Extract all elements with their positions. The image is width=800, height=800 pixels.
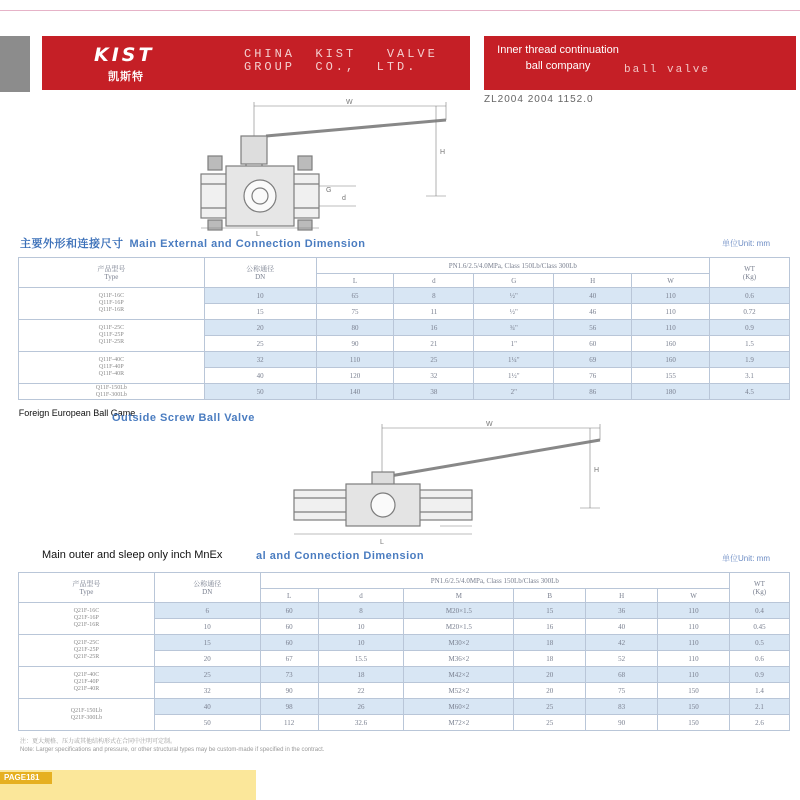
header2-col-b: B <box>514 589 586 603</box>
value-cell: 180 <box>632 384 710 400</box>
value-cell: 110 <box>658 603 730 619</box>
value-cell: 110 <box>316 352 394 368</box>
value-cell: 150 <box>658 699 730 715</box>
value-cell: 69 <box>554 352 632 368</box>
value-cell: 110 <box>632 288 710 304</box>
value-cell: 75 <box>316 304 394 320</box>
value-cell: 0.6 <box>710 288 790 304</box>
value-cell: 140 <box>316 384 394 400</box>
type-cell: Q21F-150Lb Q21F-300Lb <box>19 699 155 731</box>
valve-drawing-bottom <box>290 418 620 558</box>
value-cell: 25 <box>514 699 586 715</box>
section1-title-cn: 主要外形和连接尺寸 <box>20 238 124 250</box>
value-cell: 2.1 <box>730 699 790 715</box>
value-cell: M20×1.5 <box>404 603 514 619</box>
value-cell: 1¼" <box>474 352 554 368</box>
value-cell: 0.45 <box>730 619 790 635</box>
value-cell: 110 <box>632 304 710 320</box>
value-cell: 25 <box>154 667 260 683</box>
patent-number: ZL2004 2004 1152.0 <box>484 94 594 105</box>
dim-label-l: L <box>256 231 260 236</box>
note-cn: 注：更大规格、压力或其他结构形式在合同中注明可定制。 <box>20 739 177 745</box>
value-cell: 16 <box>394 320 474 336</box>
company-name: CHINA KIST VALVE GROUP CO., LTD. <box>244 47 438 74</box>
dim-label-h: H <box>440 149 446 156</box>
table-row <box>19 288 790 304</box>
header-col-w: W <box>632 274 710 288</box>
value-cell: M36×2 <box>404 651 514 667</box>
value-cell: 15 <box>514 603 586 619</box>
value-cell: 86 <box>554 384 632 400</box>
dim-label-d: d <box>342 195 346 202</box>
value-cell: 110 <box>658 619 730 635</box>
dim-label-w: W <box>346 99 353 106</box>
value-cell: 8 <box>394 288 474 304</box>
value-cell: 16 <box>514 619 586 635</box>
header2-col-m: M <box>404 589 514 603</box>
table-row <box>19 635 790 651</box>
value-cell: 67 <box>260 651 318 667</box>
product-banner <box>484 36 796 90</box>
value-cell: 65 <box>316 288 394 304</box>
value-cell: 4.5 <box>710 384 790 400</box>
value-cell: 60 <box>260 603 318 619</box>
value-cell: 110 <box>658 635 730 651</box>
value-cell: 1.5 <box>710 336 790 352</box>
value-cell: M52×2 <box>404 683 514 699</box>
value-cell: 150 <box>658 683 730 699</box>
spec-table-2 <box>18 572 790 731</box>
section1-title <box>20 235 365 251</box>
value-cell: 0.4 <box>730 603 790 619</box>
value-cell: 32 <box>154 683 260 699</box>
dim2-label-h: H <box>594 467 600 474</box>
value-cell: 68 <box>586 667 658 683</box>
value-cell: ½" <box>474 304 554 320</box>
kist-logo: KIST <box>94 44 155 66</box>
valve-drawing-top <box>196 96 496 236</box>
value-cell: 1.9 <box>710 352 790 368</box>
value-cell: 22 <box>318 683 404 699</box>
value-cell: 18 <box>318 667 404 683</box>
value-cell: 60 <box>260 619 318 635</box>
header2-col-d: d <box>318 589 404 603</box>
value-cell: 25 <box>204 336 316 352</box>
section2-dimension-title: al and Connection Dimension <box>256 550 425 562</box>
header-wt: WT (Kg) <box>710 258 790 288</box>
value-cell: 40 <box>554 288 632 304</box>
header2-pressure: PN1.6/2.5/4.0MPa, Class 150Lb/Class 300Lb <box>260 573 729 589</box>
value-cell: 110 <box>632 320 710 336</box>
value-cell: ½" <box>474 288 554 304</box>
value-cell: 0.9 <box>730 667 790 683</box>
value-cell: 0.5 <box>730 635 790 651</box>
value-cell: M42×2 <box>404 667 514 683</box>
note-en: Note: Larger specifications and pressure, or other structural types may be custom-made if specified in the contract. <box>20 747 325 753</box>
value-cell: 32.6 <box>318 715 404 731</box>
dim2-label-w: W <box>486 421 493 428</box>
dim2-label-l: L <box>380 539 384 546</box>
value-cell: 80 <box>316 320 394 336</box>
value-cell: 110 <box>658 667 730 683</box>
value-cell: 20 <box>514 667 586 683</box>
value-cell: 42 <box>586 635 658 651</box>
value-cell: 38 <box>394 384 474 400</box>
value-cell: 98 <box>260 699 318 715</box>
header2-type: 产品型号 Type <box>19 573 155 603</box>
value-cell: 112 <box>260 715 318 731</box>
value-cell: 32 <box>204 352 316 368</box>
value-cell: 40 <box>204 368 316 384</box>
header2-dn: 公称通径 DN <box>154 573 260 603</box>
value-cell: M60×2 <box>404 699 514 715</box>
value-cell: M72×2 <box>404 715 514 731</box>
value-cell: 83 <box>586 699 658 715</box>
value-cell: 1" <box>474 336 554 352</box>
side-tab <box>0 36 30 92</box>
header-col-d: d <box>394 274 474 288</box>
value-cell: 18 <box>514 635 586 651</box>
value-cell: 76 <box>554 368 632 384</box>
value-cell: 0.72 <box>710 304 790 320</box>
value-cell: 21 <box>394 336 474 352</box>
company-banner <box>42 36 470 90</box>
header-col-l: L <box>316 274 394 288</box>
value-cell: 75 <box>586 683 658 699</box>
value-cell: 160 <box>632 336 710 352</box>
header-col-h: H <box>554 274 632 288</box>
header2-col-l: L <box>260 589 318 603</box>
type-cell: Q11F-25C Q11F-25P Q11F-25R <box>19 320 205 352</box>
type-cell: Q11F-40C Q11F-40P Q11F-40R <box>19 352 205 384</box>
top-rule <box>0 10 800 11</box>
value-cell: 0.9 <box>710 320 790 336</box>
value-cell: 20 <box>204 320 316 336</box>
value-cell: 52 <box>586 651 658 667</box>
value-cell: 2" <box>474 384 554 400</box>
kist-logo-cn: 凯斯特 <box>108 71 144 83</box>
spec-table-1 <box>18 257 790 400</box>
value-cell: 160 <box>632 352 710 368</box>
table-row <box>19 667 790 683</box>
header2-col-w: W <box>658 589 730 603</box>
value-cell: 18 <box>514 651 586 667</box>
section2-title: Outside Screw Ball Valve <box>112 412 255 424</box>
value-cell: 2.6 <box>730 715 790 731</box>
value-cell: 40 <box>586 619 658 635</box>
value-cell: 60 <box>260 635 318 651</box>
header-pressure: PN1.6/2.5/4.0MPa, Class 150Lb/Class 300Lb <box>316 258 709 274</box>
value-cell: 56 <box>554 320 632 336</box>
value-cell: M30×2 <box>404 635 514 651</box>
value-cell: 36 <box>586 603 658 619</box>
value-cell: 20 <box>514 683 586 699</box>
value-cell: 60 <box>554 336 632 352</box>
product-subtitle: ball valve <box>624 64 711 76</box>
value-cell: 15 <box>204 304 316 320</box>
value-cell: 10 <box>318 619 404 635</box>
value-cell: 25 <box>394 352 474 368</box>
value-cell: 46 <box>554 304 632 320</box>
value-cell: 15 <box>154 635 260 651</box>
dim-label-g: G <box>326 187 332 194</box>
value-cell: 1½" <box>474 368 554 384</box>
table-row <box>19 699 790 715</box>
type-cell: Q21F-16C Q21F-16P Q21F-16R <box>19 603 155 635</box>
table-row <box>19 320 790 336</box>
value-cell: 90 <box>586 715 658 731</box>
value-cell: 25 <box>514 715 586 731</box>
header-col-g: G <box>474 274 554 288</box>
value-cell: M20×1.5 <box>404 619 514 635</box>
header2-col-h: H <box>586 589 658 603</box>
header-type: 产品型号 Type <box>19 258 205 288</box>
value-cell: 150 <box>658 715 730 731</box>
value-cell: 20 <box>154 651 260 667</box>
value-cell: 32 <box>394 368 474 384</box>
value-cell: 90 <box>316 336 394 352</box>
value-cell: 10 <box>154 619 260 635</box>
header2-wt: WT (Kg) <box>730 573 790 603</box>
value-cell: 40 <box>154 699 260 715</box>
table-row <box>19 603 790 619</box>
value-cell: 8 <box>318 603 404 619</box>
value-cell: 11 <box>394 304 474 320</box>
type-cell: Q11F-16C Q11F-16P Q11F-16R <box>19 288 205 320</box>
table-row <box>19 352 790 368</box>
table-row <box>19 384 790 400</box>
value-cell: 10 <box>204 288 316 304</box>
type-cell: Q11F-150Lb Q11F-300Lb <box>19 384 205 400</box>
value-cell: 73 <box>260 667 318 683</box>
value-cell: 110 <box>658 651 730 667</box>
caption-main-outer: Main outer and sleep only inch MnEx <box>42 549 223 561</box>
value-cell: 6 <box>154 603 260 619</box>
value-cell: 90 <box>260 683 318 699</box>
value-cell: 50 <box>204 384 316 400</box>
value-cell: 3.1 <box>710 368 790 384</box>
caption-foreign: Foreign European Ball Game <box>18 408 136 418</box>
value-cell: 10 <box>318 635 404 651</box>
value-cell: 50 <box>154 715 260 731</box>
value-cell: 0.6 <box>730 651 790 667</box>
value-cell: 26 <box>318 699 404 715</box>
product-caption: Inner thread continuation ball company <box>497 44 619 72</box>
header-dn: 公称通径 DN <box>204 258 316 288</box>
value-cell: ¾" <box>474 320 554 336</box>
type-cell: Q21F-25C Q21F-25P Q21F-25R <box>19 635 155 667</box>
value-cell: 120 <box>316 368 394 384</box>
section2-unit: 单位Unit: mm <box>722 554 770 563</box>
type-cell: Q21F-40C Q21F-40P Q21F-40R <box>19 667 155 699</box>
value-cell: 15.5 <box>318 651 404 667</box>
section1-unit: 单位Unit: mm <box>722 239 770 248</box>
value-cell: 1.4 <box>730 683 790 699</box>
page-number: PAGE181 <box>0 772 52 784</box>
value-cell: 155 <box>632 368 710 384</box>
section1-title-en: Main External and Connection Dimension <box>129 238 366 250</box>
